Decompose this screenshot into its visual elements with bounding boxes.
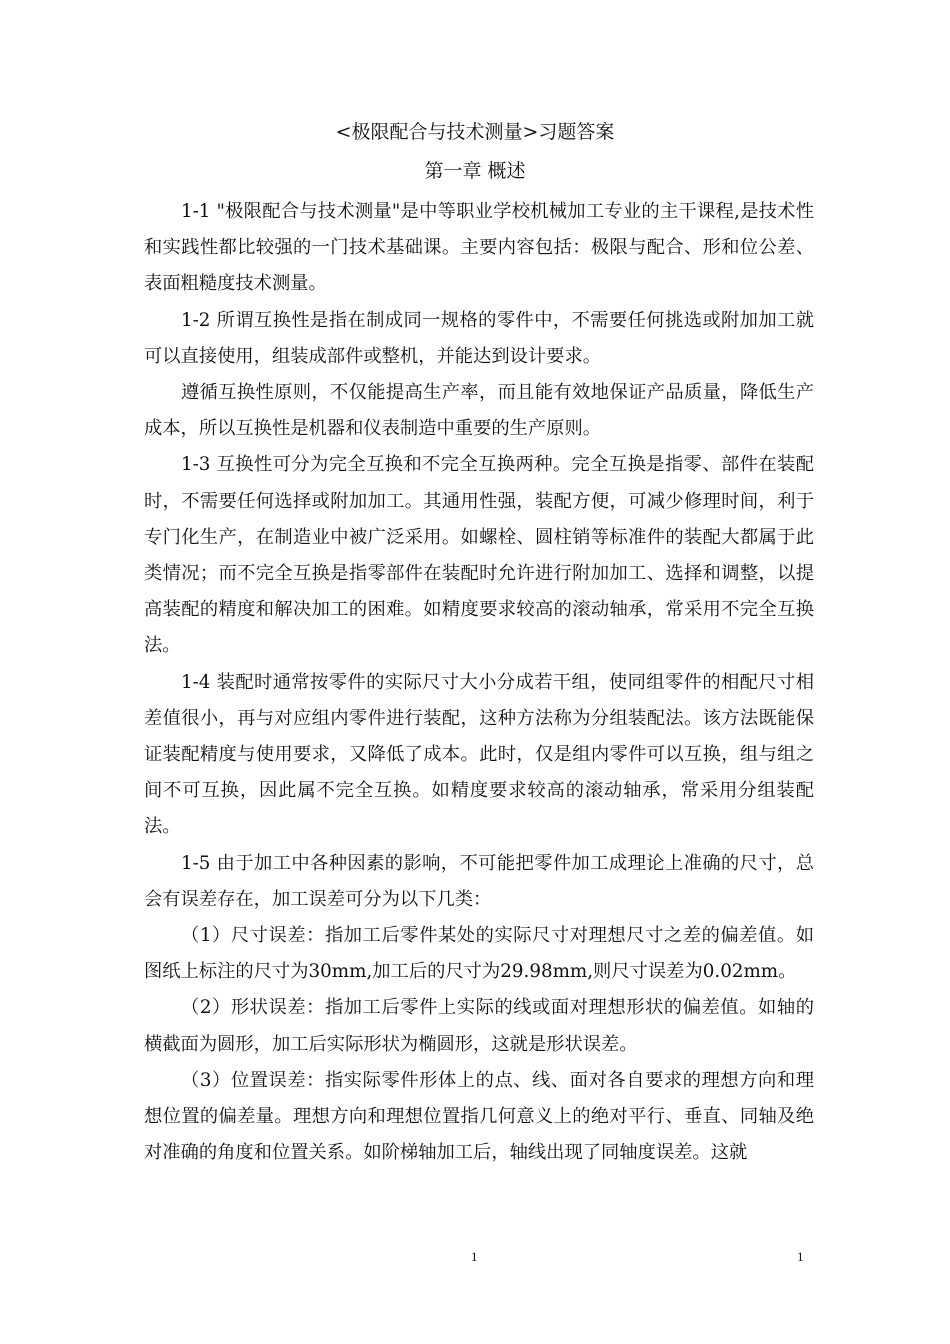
paragraph-1-5: 1-5 由于加工中各种因素的影响，不可能把零件加工成理论上准确的尺寸，总会有误差存在，加工误差可分为以下几类： xyxy=(144,852,814,910)
paragraph-1-1: 1-1 "极限配合与技术测量"是中等职业学校机械加工专业的主干课程,是技术性和实践性都比较强的一门技术基础课。主要内容包括：极限与配合、形和位公差、表面粗糙度技术测量。 xyxy=(144,201,814,295)
chapter-heading: 第一章 概述 xyxy=(424,160,526,182)
paragraph-1-2: 1-2 所谓互换性是指在制成同一规格的零件中，不需要任何挑选或附加加工就可以直接使用，组装成部件或整机，并能达到设计要求。 xyxy=(144,309,814,367)
paragraph-shape-error: （2）形状误差：指加工后零件上实际的线或面对理想形状的偏差值。如轴的横截面为圆形，加工后实际形状为椭圆形，这就是形状误差。 xyxy=(144,997,814,1055)
document-body xyxy=(144,194,814,1171)
paragraph-1-3: 1-3 互换性可分为完全互换和不完全互换两种。完全互换是指零、部件在装配时，不需要任何选择或附加加工。其通用性强，装配方便，可减少修理时间，利于专门化生产，在制造业中被广泛采用。如螺栓、圆柱销等标准件的装配大都属于此类情况；而不完全互换是指零部件在装配时允许进行附加加工、选择和调整，以提高装配的精度和解决加工的困难。如精度要求较高的滚动轴承，常采用不完全互换法。 xyxy=(144,454,814,657)
page-number-center: 1 xyxy=(471,1249,478,1264)
paragraph-position-error: （3）位置误差：指实际零件形体上的点、线、面对各自要求的理想方向和理想位置的偏差量。理想方向和理想位置指几何意义上的绝对平行、垂直、同轴及绝对准确的角度和位置关系。如阶梯轴加工后，轴线出现了同轴度误差。这就 xyxy=(144,1069,814,1164)
paragraph-1-4: 1-4 装配时通常按零件的实际尺寸大小分成若干组，使同组零件的相配尺寸相差值很小，再与对应组内零件进行装配，这种方法称为分组装配法。该方法既能保证装配精度与使用要求，又降低了成本。此时，仅是组内零件可以互换，组与组之间不可互换，因此属不完全互换。如精度要求较高的滚动轴承，常采用分组装配法。 xyxy=(144,671,814,838)
paragraph-size-error: （1）尺寸误差：指加工后零件某处的实际尺寸对理想尺寸之差的偏差值。如图纸上标注的尺寸为30mm,加工后的尺寸为29.98mm,则尺寸误差为0.02mm。 xyxy=(144,925,814,983)
document-title: <极限配合与技术测量>习题答案 xyxy=(335,121,615,143)
paragraph-interchangeability-principle: 遵循互换性原则，不仅能提高生产率，而且能有效地保证产品质量，降低生产成本，所以互换性是机器和仪表制造中重要的生产原则。 xyxy=(144,382,814,440)
page-number-right: 1 xyxy=(797,1249,804,1264)
